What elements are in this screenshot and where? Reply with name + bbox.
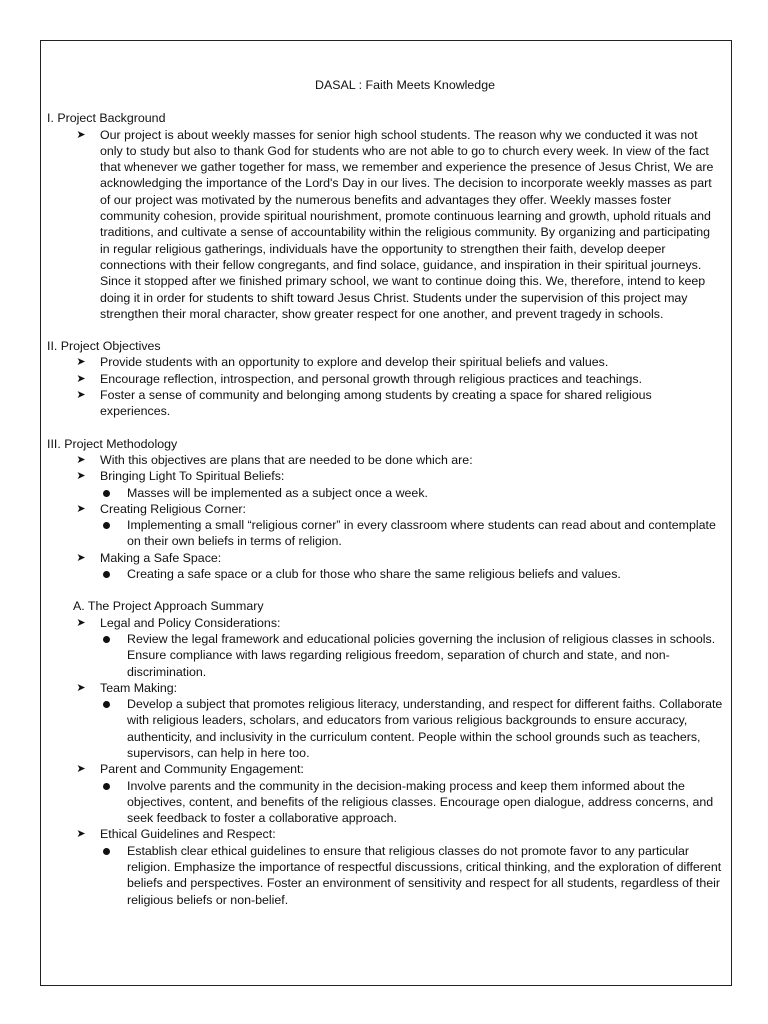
section-heading-methodology: III. Project Methodology bbox=[47, 436, 178, 451]
subsection-heading-approach: A. The Project Approach Summary bbox=[73, 599, 264, 614]
approach-detail: Develop a subject that promotes religious literacy, understanding, and respect for different faiths. Collaborate with religious leaders, scholars, and educators from various religious backgrounds to ensure accuracy, authenticity, and inclusivity in the curriculum content. People within the school grounds such as teachers, supervisors, can help in here too. bbox=[127, 697, 723, 760]
plan-detail: Masses will be implemented as a subject once a week. bbox=[127, 485, 428, 500]
document-title: DASAL : Faith Meets Knowledge bbox=[315, 78, 495, 92]
plan-detail: Creating a safe space or a club for those who share the same religious beliefs and values. bbox=[127, 567, 621, 582]
arrow-bullet-icon: ➤ bbox=[76, 681, 86, 694]
round-bullet-icon bbox=[103, 701, 110, 708]
approach-detail-item bbox=[47, 696, 723, 761]
methodology-intro-text: With this objectives are plans that are needed to be done which are: bbox=[100, 452, 473, 467]
approach-label: Legal and Policy Considerations: bbox=[100, 615, 281, 630]
arrow-bullet-icon: ➤ bbox=[76, 470, 86, 483]
plan-detail-item bbox=[47, 485, 723, 501]
plan-label: Making a Safe Space: bbox=[100, 550, 222, 565]
approach-label: Ethical Guidelines and Respect: bbox=[100, 827, 276, 842]
plan-label-item bbox=[47, 550, 723, 566]
approach-label-item bbox=[47, 680, 723, 696]
plan-label: Bringing Light To Spiritual Beliefs: bbox=[100, 469, 285, 484]
methodology-intro bbox=[47, 452, 723, 468]
arrow-bullet-icon: ➤ bbox=[76, 828, 86, 841]
round-bullet-icon bbox=[103, 783, 110, 790]
arrow-bullet-icon: ➤ bbox=[76, 128, 86, 141]
background-text: Our project is about weekly masses for senior high school students. The reason why we conducted it was not only to study but also to thank God for students who are not able to go to church every week. In view of the fact that whenever we gather together for mass, we remember and experience the presence of Jesus Christ, We are acknowledging the importance of the Lord's Day in our lives. The decision to incorporate weekly masses as part of our project was motivated by the numerous benefits and advantages they offer. Weekly masses foster community cohesion, provide spiritual nourishment, promote continuous learning and growth, uphold rituals and traditions, and cultivate a sense of accountability within the religious community. By organizing and participating in regular religious gatherings, individuals have the opportunity to strengthen their faith, develop deeper connections with their fellow congregants, and find solace, guidance, and inspiration in their spiritual journeys. Since it stopped after we finished primary school, we want to continue doing this. We, therefore, intend to keep doing it in order for students to shift toward Jesus Christ. Students under the supervision of this project may strengthen their moral character, show greater respect for one another, and prevent tragedy in schools. bbox=[100, 127, 714, 321]
approach-label-item bbox=[47, 761, 723, 777]
objective-item bbox=[47, 371, 723, 387]
plan-label-item bbox=[47, 501, 723, 517]
approach-detail: Review the legal framework and educational policies governing the inclusion of religious classes in schools. Ensure compliance with laws regarding religious freedom, separation of church and state, and non-discrimination. bbox=[127, 631, 716, 679]
approach-detail-item bbox=[47, 631, 723, 680]
approach-detail-item bbox=[47, 778, 723, 827]
approach-detail-item bbox=[47, 843, 723, 908]
objective-text: Encourage reflection, introspection, and personal growth through religious practices and teachings. bbox=[100, 371, 643, 386]
approach-detail: Establish clear ethical guidelines to ensure that religious classes do not promote favor to any particular religion. Emphasize the importance of respectful discussions, critical thinking, and the exploration of different beliefs and perspectives. Foster an environment of sensitivity and respect for all students, regardless of their religious beliefs or non-belief. bbox=[127, 843, 722, 907]
approach-detail: Involve parents and the community in the decision-making process and keep them informed about the objectives, content, and benefits of the religious classes. Encourage open dialogue, address concerns, and seek feedback to foster a collaborative approach. bbox=[127, 778, 714, 826]
plan-detail: Implementing a small “religious corner” in every classroom where students can read about and contemplate on their own beliefs in terms of religion. bbox=[127, 518, 716, 549]
round-bullet-icon bbox=[103, 848, 110, 855]
plan-detail-item bbox=[47, 566, 723, 582]
approach-label-item bbox=[47, 615, 723, 631]
document-content bbox=[47, 77, 723, 908]
section-heading-objectives: II. Project Objectives bbox=[47, 339, 161, 354]
plan-label-item bbox=[47, 468, 723, 484]
arrow-bullet-icon: ➤ bbox=[76, 453, 86, 466]
arrow-bullet-icon: ➤ bbox=[76, 502, 86, 515]
objective-text: Foster a sense of community and belonging among students by creating a space for shared religious experiences. bbox=[100, 388, 652, 419]
arrow-bullet-icon: ➤ bbox=[76, 551, 86, 564]
arrow-bullet-icon: ➤ bbox=[76, 616, 86, 629]
round-bullet-icon bbox=[103, 490, 110, 497]
plan-detail-item bbox=[47, 517, 723, 550]
plan-label: Creating Religious Corner: bbox=[100, 501, 247, 516]
objective-text: Provide students with an opportunity to explore and develop their spiritual beliefs and values. bbox=[100, 355, 609, 370]
arrow-bullet-icon: ➤ bbox=[76, 356, 86, 369]
round-bullet-icon bbox=[103, 522, 110, 529]
objective-item bbox=[47, 387, 723, 420]
approach-label: Parent and Community Engagement: bbox=[100, 762, 304, 777]
background-paragraph bbox=[47, 127, 723, 323]
round-bullet-icon bbox=[103, 571, 110, 578]
round-bullet-icon bbox=[103, 636, 110, 643]
document-page bbox=[40, 40, 732, 986]
approach-label-item bbox=[47, 826, 723, 842]
arrow-bullet-icon: ➤ bbox=[76, 763, 86, 776]
objective-item bbox=[47, 354, 723, 370]
section-heading-background: I. Project Background bbox=[47, 111, 166, 126]
approach-label: Team Making: bbox=[100, 680, 178, 695]
arrow-bullet-icon: ➤ bbox=[76, 372, 86, 385]
arrow-bullet-icon: ➤ bbox=[76, 389, 86, 402]
